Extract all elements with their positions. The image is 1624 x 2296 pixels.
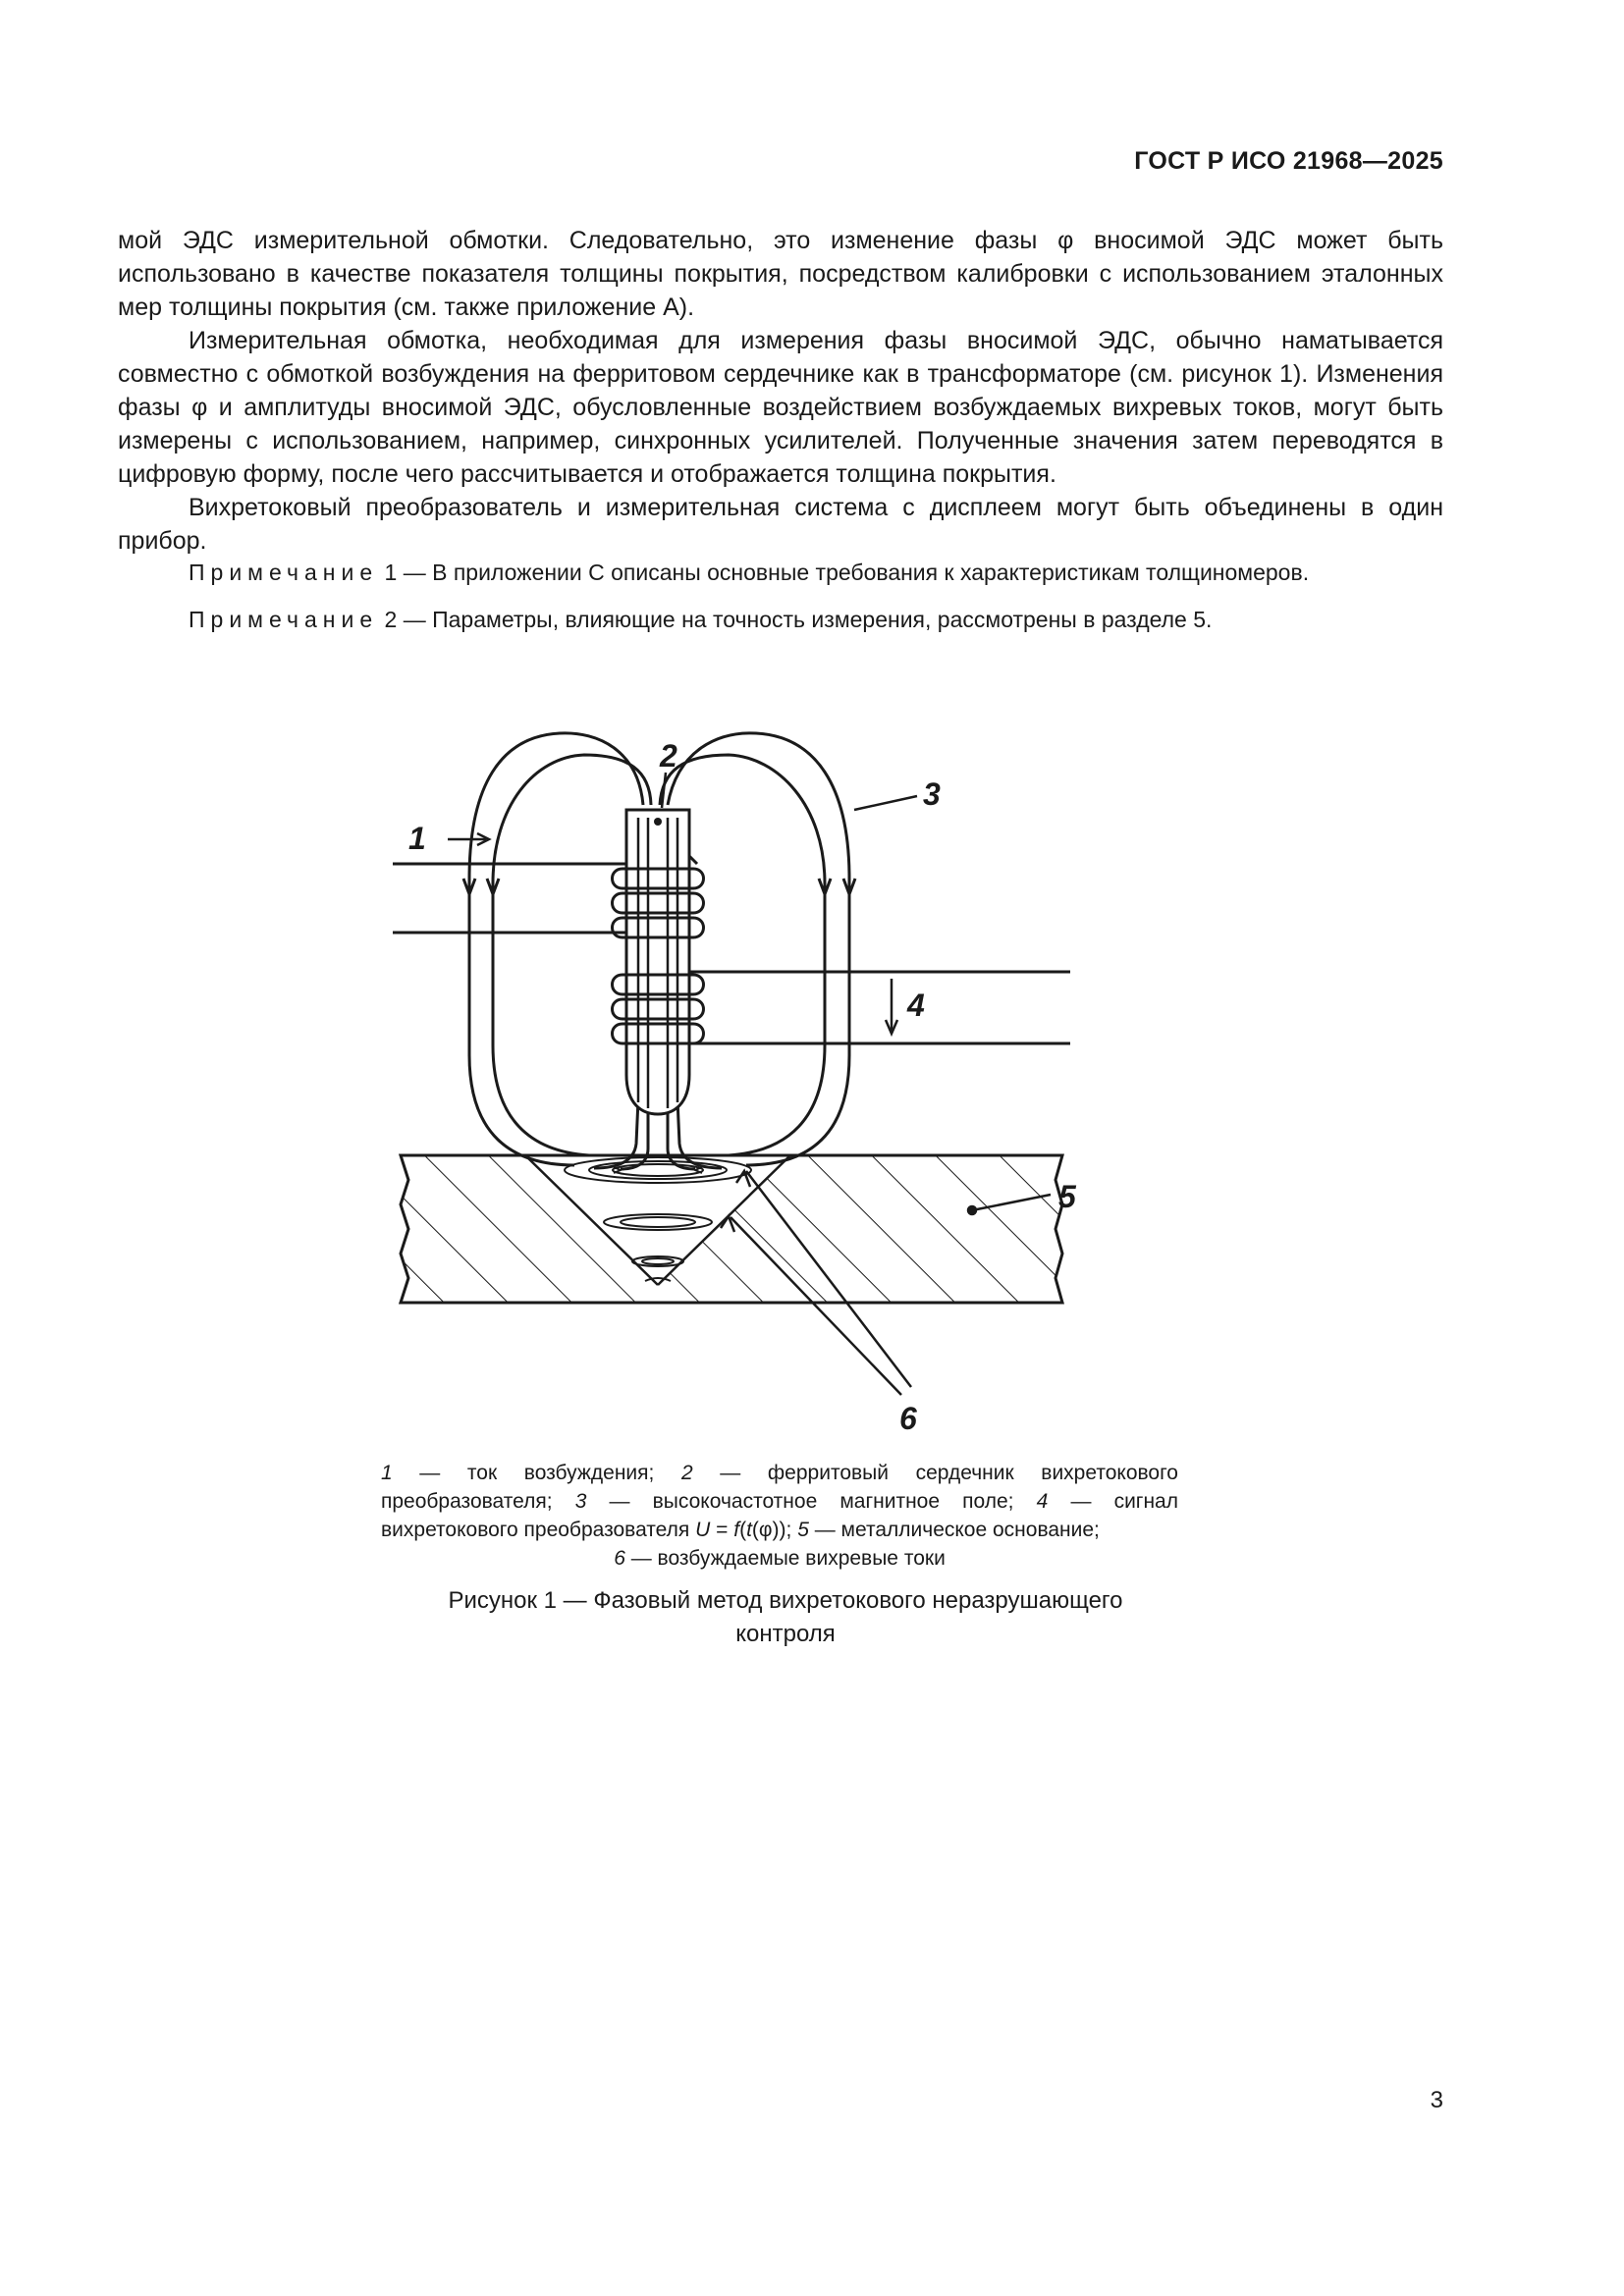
formula-text: = bbox=[710, 1519, 734, 1541]
note-1 bbox=[118, 558, 1443, 587]
paragraph-device: Вихретоковый преобразователь и измерительная система с дисплеем могут быть объединены в один прибор. bbox=[118, 494, 1443, 555]
label-5: 5 bbox=[1058, 1179, 1076, 1214]
formula-symbol: U bbox=[695, 1519, 711, 1541]
body-text bbox=[118, 224, 1443, 634]
figure-legend bbox=[381, 1459, 1178, 1573]
formula-symbol: t bbox=[746, 1519, 752, 1541]
legend-last-line bbox=[381, 1544, 1178, 1573]
legend-num: 2 bbox=[680, 1462, 693, 1484]
note-text: 1 — В приложении С описаны основные требования к характеристикам толщиномеров. bbox=[384, 560, 1310, 585]
legend-text: — возбуждаемые вихревые токи bbox=[624, 1547, 946, 1570]
legend-text: — высокочастотное магнитное поле; bbox=[586, 1490, 1037, 1513]
eddy-current-diagram bbox=[363, 712, 1208, 1438]
note-text: 2 — Параметры, влияющие на точность измерения, рассмотрены в разделе 5. bbox=[384, 607, 1213, 632]
legend-text: — металлическое основание; bbox=[808, 1519, 1100, 1541]
legend-num: 5 bbox=[797, 1519, 809, 1541]
label-1: 1 bbox=[408, 821, 426, 856]
legend-num: 4 bbox=[1036, 1490, 1049, 1513]
figure-caption: Рисунок 1 — Фазовый метод вихретокового неразрушающего контроля bbox=[448, 1587, 1123, 1647]
paragraph-measuring-coil: Измерительная обмотка, необходимая для измерения фазы вносимой ЭДС, обычно наматывается совместно с обмоткой возбуждения на ферритовом сердечнике как в трансформаторе (см. рисунок 1). Изменения фазы φ и амплитуды вносимой ЭДС, обусловленные воздействием возбуждаемых вихревых токов, могут быть измерены с использованием, например, синхронных усилителей. Полученные значения затем переводятся в цифровую форму, после чего рассчитывается и отображается толщина покрытия. bbox=[118, 327, 1443, 488]
legend-text: — сигнал вихретокового преобразователя bbox=[381, 1490, 1178, 1541]
label-4: 4 bbox=[907, 988, 925, 1023]
paragraph-continuation: мой ЭДС измерительной обмотки. Следовательно, это изменение фазы φ вносимой ЭДС может быть использовано в качестве показателя толщины покрытия, посредством калибровки с использованием эталонных мер толщины покрытия (см. также приложение А). bbox=[118, 227, 1443, 321]
legend-num: 3 bbox=[574, 1490, 587, 1513]
label-3: 3 bbox=[923, 776, 941, 812]
document-code: ГОСТ Р ИСО 21968—2025 bbox=[1134, 147, 1443, 175]
legend-text: — ферритовый сердечник вихретокового преобразователя; bbox=[381, 1462, 1178, 1513]
label-6: 6 bbox=[899, 1401, 917, 1436]
page-number: 3 bbox=[1430, 2087, 1443, 2113]
formula-text: (φ)); bbox=[751, 1519, 798, 1541]
ferrite-core bbox=[626, 810, 689, 1114]
note-2 bbox=[118, 605, 1443, 634]
note-label: Примечание bbox=[189, 607, 379, 632]
legend-num: 6 bbox=[614, 1547, 625, 1570]
note-label: Примечание bbox=[189, 560, 379, 585]
figure-eddy-current-diagram bbox=[363, 712, 1208, 1438]
label-2: 2 bbox=[660, 738, 677, 774]
formula-text: ( bbox=[739, 1519, 747, 1541]
legend-num: 1 bbox=[381, 1462, 393, 1484]
legend-text: — ток возбуждения; bbox=[392, 1462, 681, 1484]
formula-symbol: f bbox=[733, 1519, 740, 1541]
